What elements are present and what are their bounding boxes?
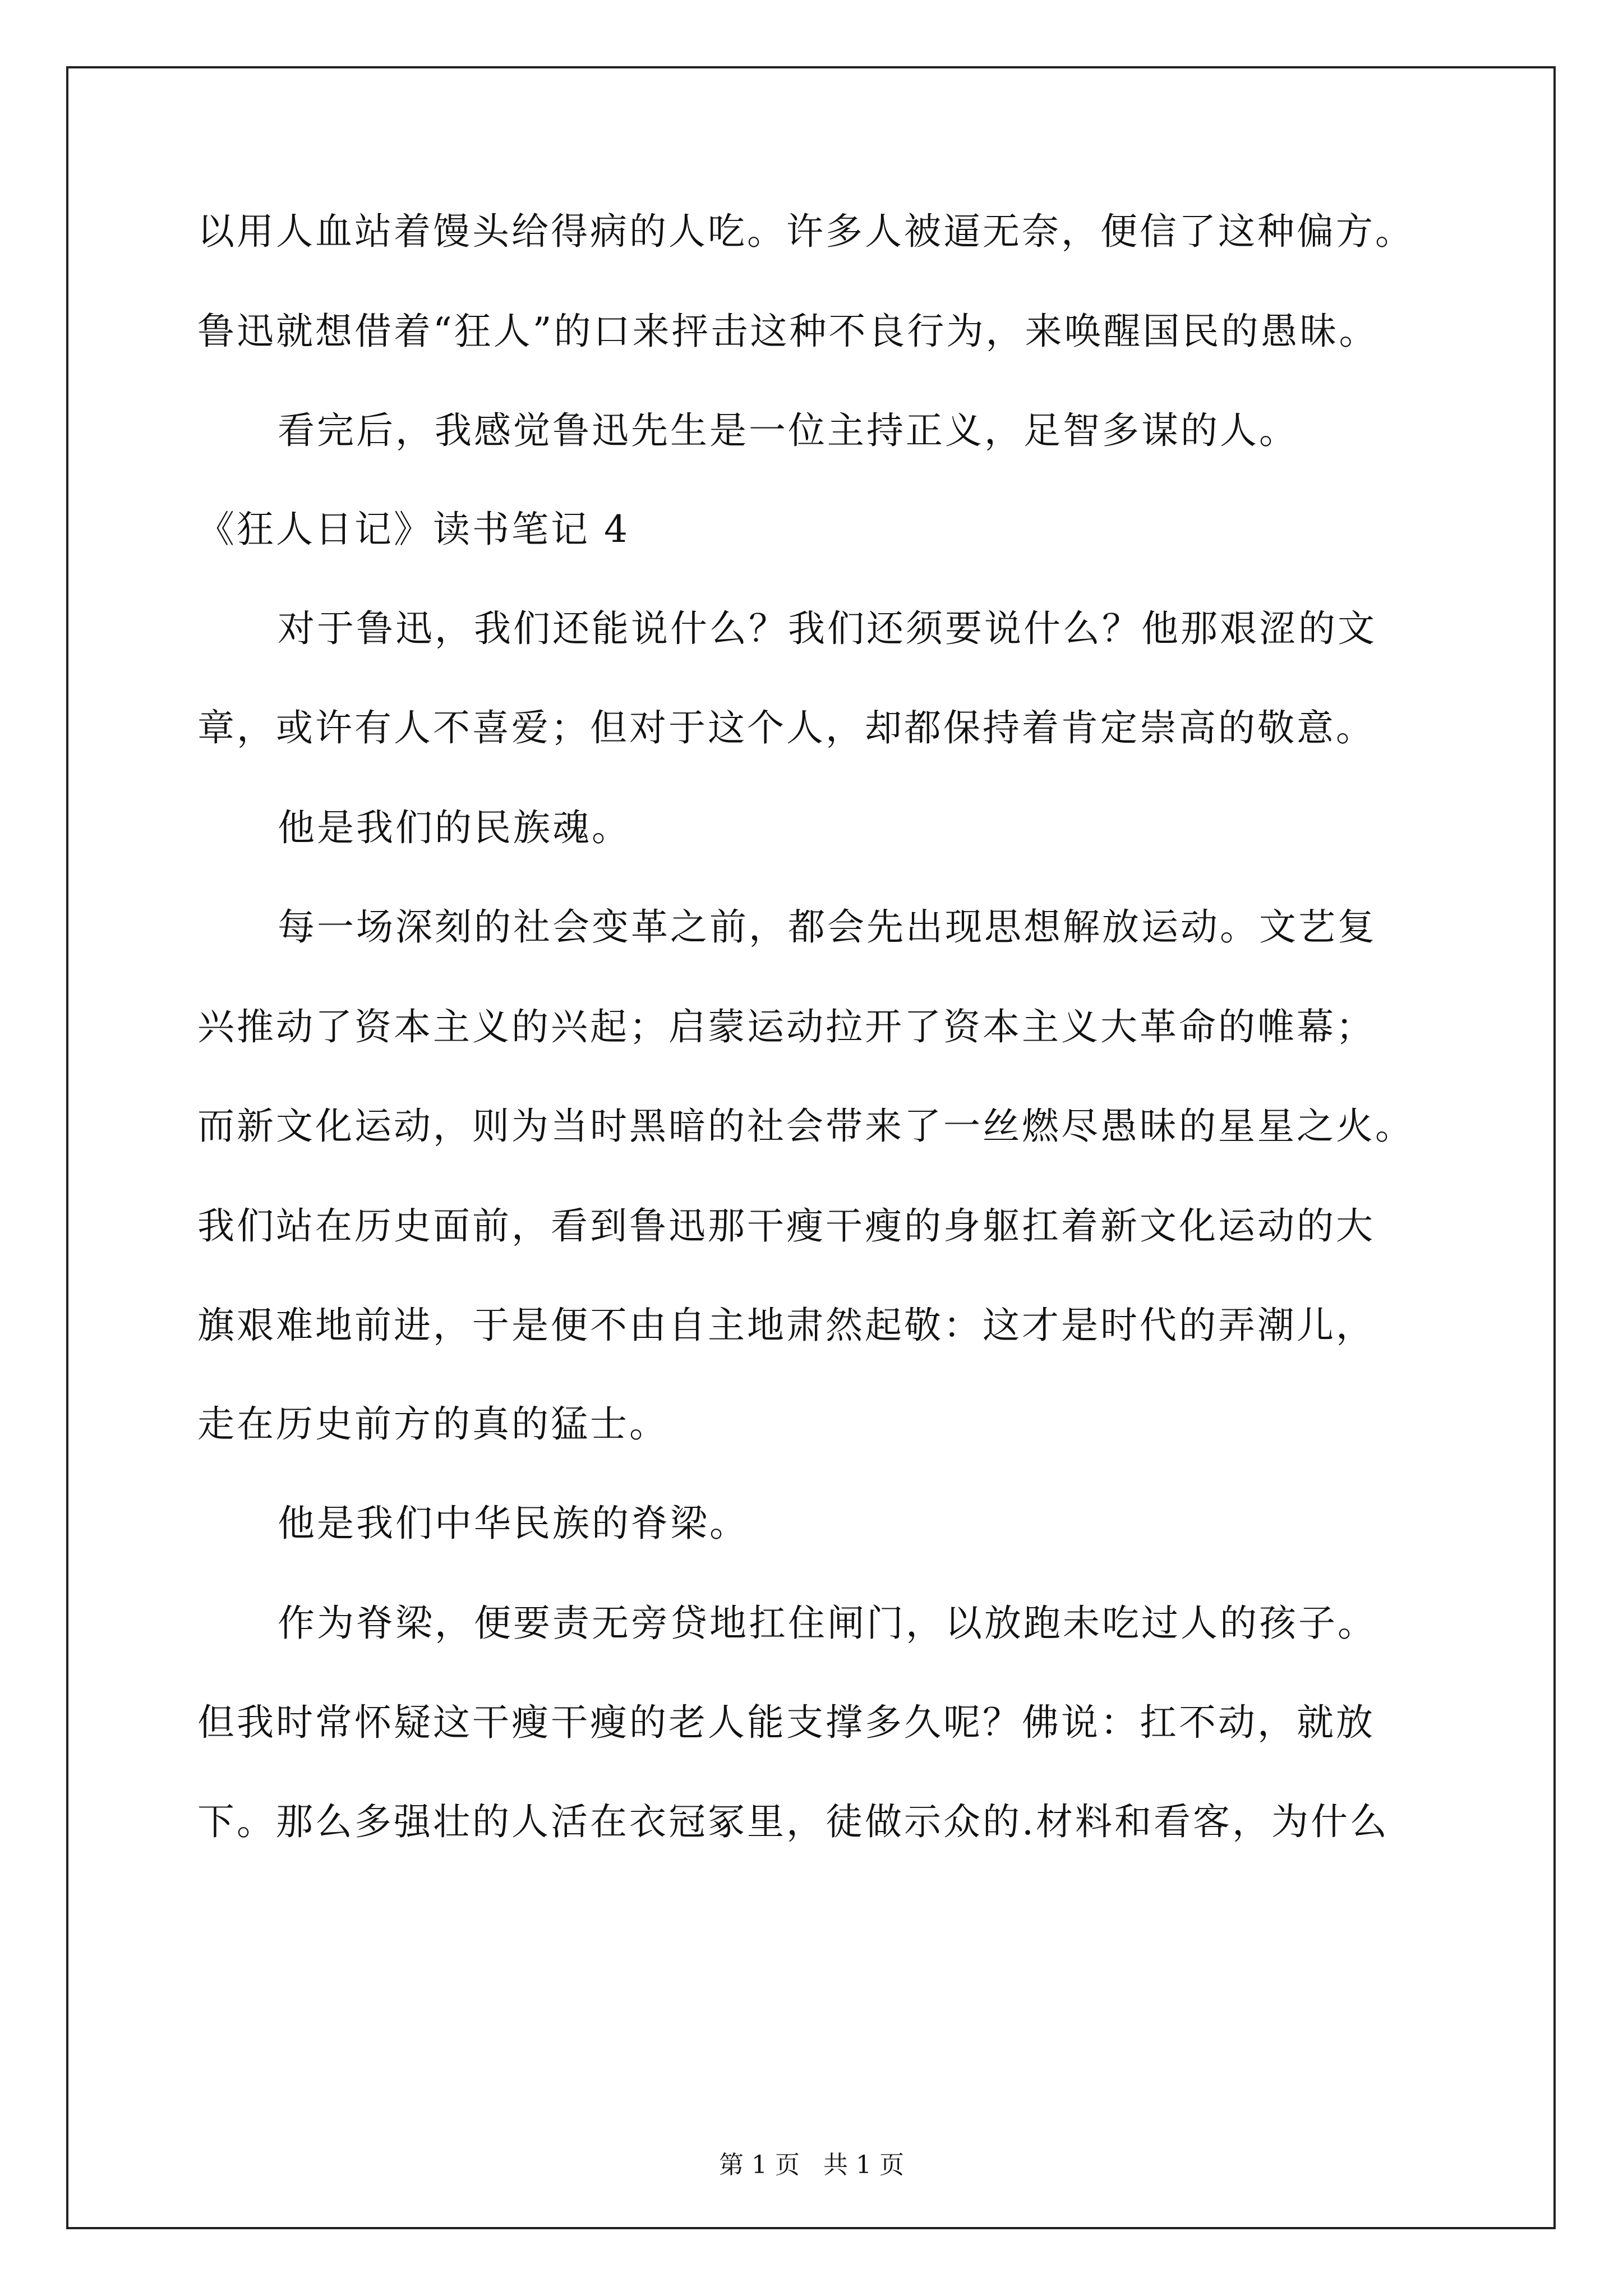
paragraph-line: 我们站在历史面前，看到鲁迅那干瘦干瘦的身躯扛着新文化运动的大 [197, 1204, 1375, 1248]
paragraph-line: 以用人血站着馒头给得病的人吃。许多人被逼无奈，便信了这种偏方。 [197, 210, 1414, 253]
paragraph-line: 他是我们中华民族的脊梁。 [278, 1502, 749, 1545]
paragraph-line: 兴推动了资本主义的兴起；启蒙运动拉开了资本主义大革命的帷幕； [197, 1005, 1375, 1048]
paragraph-line: 但我时常怀疑这干瘦干瘦的老人能支撑多久呢？佛说：扛不动，就放 [197, 1701, 1375, 1744]
paragraph-line: 下。那么多强壮的人活在衣冠冢里，徒做示众的.材料和看客，为什么 [197, 1800, 1389, 1843]
paragraph-line: 看完后，我感觉鲁迅先生是一位主持正义，足智多谋的人。 [278, 409, 1298, 452]
paragraph-line: 作为脊梁，便要责无旁贷地扛住闸门，以放跑未吃过人的孩子。 [278, 1602, 1377, 1645]
section-heading: 《狂人日记》读书笔记 4 [197, 508, 630, 551]
paragraph-line: 走在历史前方的真的猛士。 [197, 1402, 668, 1446]
paragraph-line: 每一场深刻的社会变革之前，都会先出现思想解放运动。文艺复 [278, 905, 1377, 949]
paragraph-line: 旗艰难地前进，于是便不由自主地肃然起敬：这才是时代的弄潮儿， [197, 1304, 1375, 1347]
paragraph-line: 章，或许有人不喜爱；但对于这个人，却都保持着肯定崇高的敬意。 [197, 706, 1375, 749]
paragraph-line: 鲁迅就想借着“狂人”的口来抨击这种不良行为，来唤醒国民的愚昧。 [197, 310, 1378, 353]
paragraph-line: 他是我们的民族魂。 [278, 806, 631, 849]
paragraph-line: 对于鲁迅，我们还能说什么？我们还须要说什么？他那艰涩的文 [278, 607, 1377, 650]
paragraph-line: 而新文化运动，则为当时黑暗的社会带来了一丝燃尽愚昧的星星之火。 [197, 1105, 1414, 1148]
page-footer: 第 1 页 共 1 页 [719, 2151, 904, 2179]
